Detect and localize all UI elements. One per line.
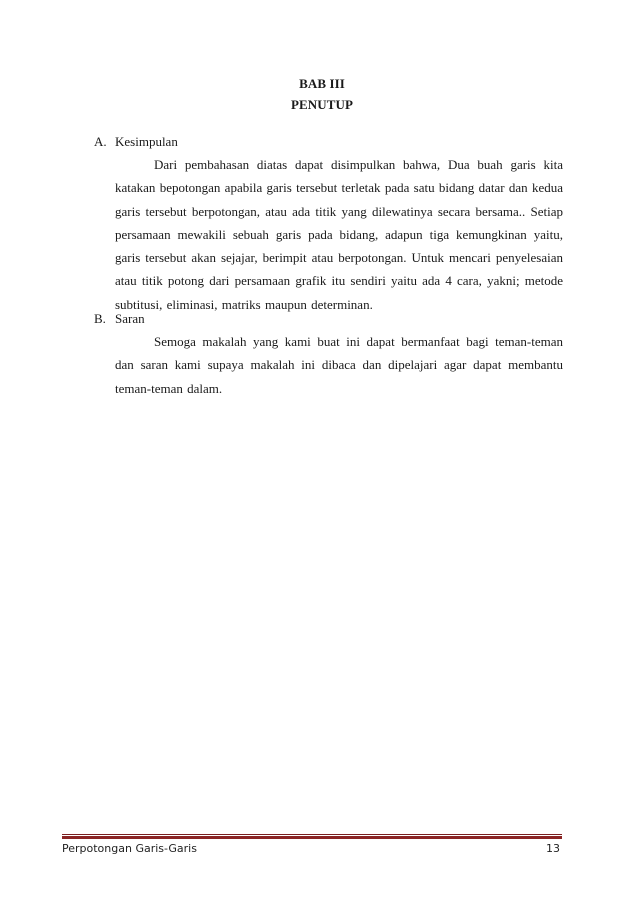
chapter-title: PENUTUP [290, 97, 354, 112]
section-a-heading [94, 134, 178, 150]
footer-divider-thin [62, 834, 562, 835]
footer-page-number: 13 [546, 842, 560, 855]
section-b-heading [94, 311, 145, 327]
footer-document-title: Perpotongan Garis-Garis [62, 842, 197, 855]
chapter-label: BAB III [299, 76, 345, 91]
section-a-title: Kesimpulan [115, 134, 178, 149]
footer-divider [62, 834, 562, 839]
section-b-title: Saran [115, 311, 145, 326]
section-b-letter: B. [94, 311, 106, 326]
section-a-paragraph: Dari pembahasan diatas dapat disimpulkan bahwa, Dua buah garis kita katakan bepotongan apabila garis tersebut terletak pada satu bidang datar dan kedua garis tersebut berpotongan, atau ada titik yang dilewatinya secara bersama.. Setiap persamaan mewakili sebuah garis pada bidang, adapun tiga kemungkinan yaitu, garis tersebut akan sejajar, berimpit atau berpotongan. Untuk mencari penyelesaian atau titik potong dari persamaan grafik itu sendiri yaitu ada 4 cara, yakni; metode subtitusi, eliminasi, matriks maupun determinan. [115, 157, 563, 312]
section-b-paragraph: Semoga makalah yang kami buat ini dapat bermanfaat bagi teman-teman dan saran kami supaya makalah ini dibaca dan dipelajari agar dapat membantu teman-teman dalam. [115, 334, 563, 396]
footer-divider-thick [62, 836, 562, 839]
section-a-letter: A. [94, 134, 107, 149]
